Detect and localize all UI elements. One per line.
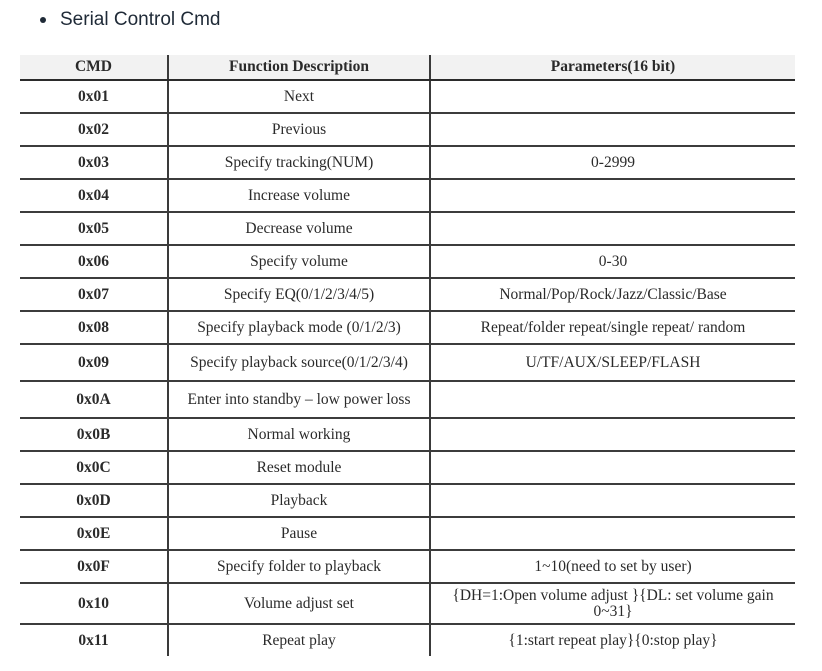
function-cell: Specify tracking(NUM) [168, 146, 430, 179]
table-row [20, 80, 795, 113]
cmd-cell: 0x0B [20, 418, 168, 451]
cmd-cell: 0x11 [78, 631, 109, 649]
table-row [20, 484, 795, 517]
params-cell [430, 451, 795, 484]
table-row [20, 381, 795, 418]
table-row [20, 278, 795, 311]
cmd-cell: 0x0D [20, 484, 168, 517]
column-header-function: Function Description [168, 55, 430, 80]
command-table-container [20, 55, 795, 658]
table-row [20, 245, 795, 278]
params-cell [430, 179, 795, 212]
params-cell: 0-30 [430, 245, 795, 278]
params-cell: Repeat/folder repeat/single repeat/ random [430, 311, 795, 344]
cmd-cell: 0x02 [20, 113, 168, 146]
section-heading-text: Serial Control Cmd [60, 9, 221, 30]
params-cell [430, 517, 795, 550]
params-cell [430, 212, 795, 245]
table-row [20, 344, 795, 381]
table-row [20, 583, 795, 624]
function-cell: Increase volume [168, 179, 430, 212]
function-cell: Specify EQ(0/1/2/3/4/5) [168, 278, 430, 311]
table-row [20, 517, 795, 550]
function-cell: Specify volume [168, 245, 430, 278]
params-cell: {1:start repeat play}{0:stop play} [430, 624, 795, 656]
cmd-cell: 0x09 [20, 344, 168, 381]
cmd-cell: 0x0A [20, 381, 168, 418]
function-cell: Specify playback source(0/1/2/3/4) [168, 344, 430, 381]
section-list [40, 8, 221, 32]
function-cell: Next [168, 80, 430, 113]
function-cell: Previous [168, 113, 430, 146]
table-row [20, 212, 795, 245]
function-cell: Specify folder to playback [168, 550, 430, 583]
function-cell: Pause [168, 517, 430, 550]
cmd-cell: 0x0C [20, 451, 168, 484]
function-cell: Volume adjust set [168, 583, 430, 624]
params-cell: Normal/Pop/Rock/Jazz/Classic/Base [430, 278, 795, 311]
cmd-cell: 0x03 [20, 146, 168, 179]
params-cell [430, 80, 795, 113]
params-cell [430, 484, 795, 517]
cmd-cell: 0x0F [20, 550, 168, 583]
column-header-parameters: Parameters(16 bit) [430, 55, 795, 80]
column-header-cmd: CMD [20, 55, 168, 80]
table-header-row [20, 55, 795, 80]
table-row [20, 179, 795, 212]
function-cell: Repeat play [168, 624, 430, 656]
cmd-cell: 0x04 [20, 179, 168, 212]
table-row [20, 113, 795, 146]
function-cell: Playback [168, 484, 430, 517]
function-cell: Enter into standby – low power loss [168, 381, 430, 418]
function-cell: Normal working [168, 418, 430, 451]
bullet-icon [40, 17, 46, 23]
section-heading [40, 8, 221, 32]
params-cell: 1~10(need to set by user) [430, 550, 795, 583]
command-table [20, 55, 795, 656]
cmd-cell: 0x10 [20, 583, 168, 624]
cmd-cell: 0x07 [20, 278, 168, 311]
cmd-cell: 0x06 [20, 245, 168, 278]
function-cell: Decrease volume [168, 212, 430, 245]
table-row [20, 624, 795, 656]
table-row [20, 146, 795, 179]
function-cell: Specify playback mode (0/1/2/3) [168, 311, 430, 344]
cmd-cell: 0x08 [20, 311, 168, 344]
params-cell [430, 113, 795, 146]
table-row [20, 451, 795, 484]
cmd-cell: 0x0E [20, 517, 168, 550]
table-row [20, 550, 795, 583]
params-cell: {DH=1:Open volume adjust }{DL: set volume gain 0~31} [430, 583, 795, 624]
params-cell [430, 381, 795, 418]
params-cell: 0-2999 [430, 146, 795, 179]
table-row [20, 311, 795, 344]
table-row [20, 418, 795, 451]
cmd-cell: 0x05 [20, 212, 168, 245]
params-cell [430, 418, 795, 451]
cmd-cell: 0x01 [20, 80, 168, 113]
function-cell: Reset module [168, 451, 430, 484]
params-cell: U/TF/AUX/SLEEP/FLASH [430, 344, 795, 381]
